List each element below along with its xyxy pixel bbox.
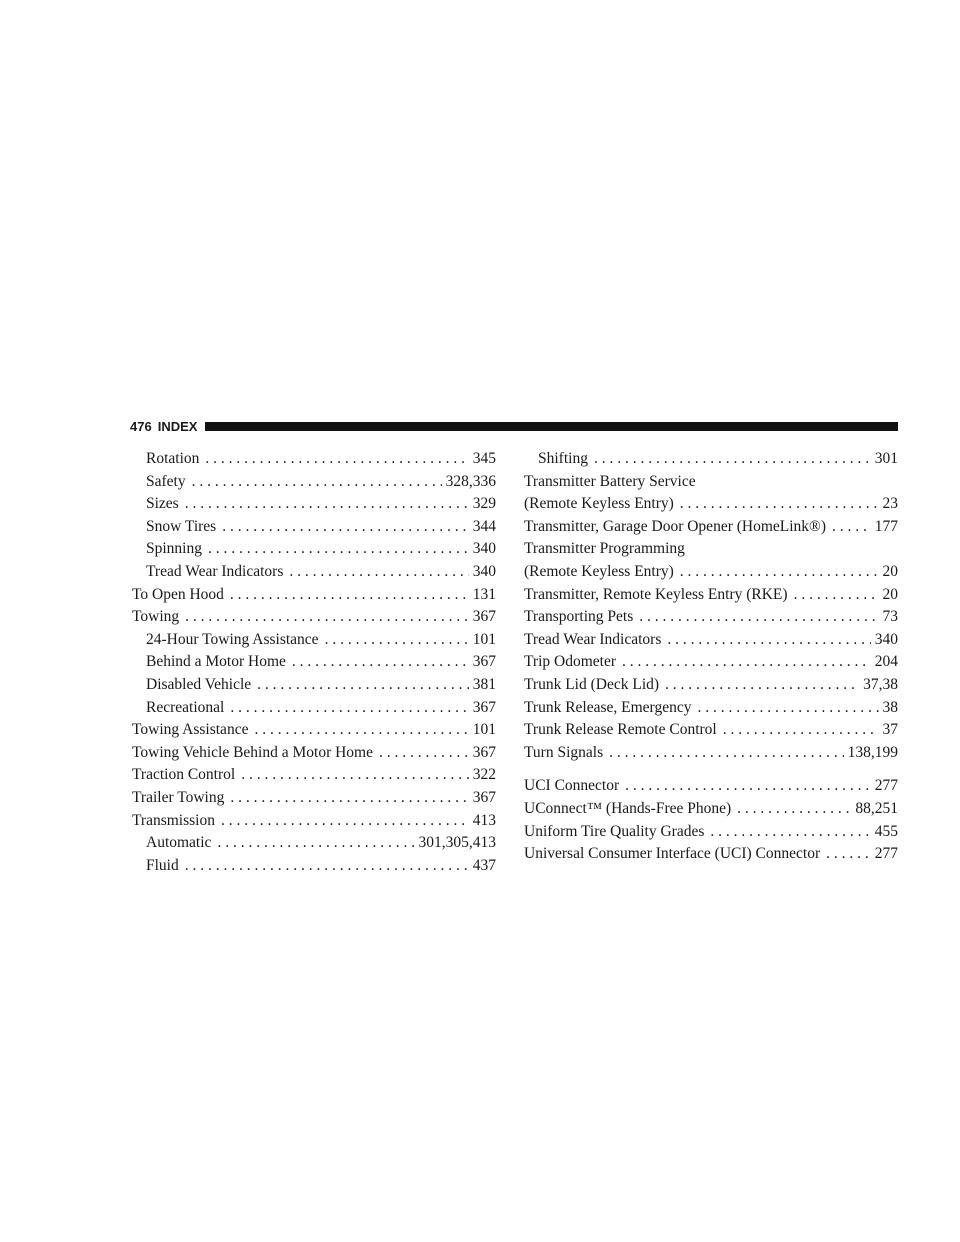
index-entry <box>130 832 496 855</box>
index-entry <box>130 448 496 471</box>
index-entry <box>522 821 898 844</box>
index-term: Safety <box>146 472 186 490</box>
index-term: Trailer Towing <box>132 788 225 806</box>
index-page-ref: 340 <box>472 540 496 558</box>
dot-leader <box>185 855 469 878</box>
dot-leader <box>639 606 878 629</box>
index-page-ref: 344 <box>472 517 496 535</box>
dot-leader <box>230 697 468 720</box>
index-page-ref: 413 <box>472 811 496 829</box>
dot-leader <box>710 821 870 844</box>
index-page-ref: 20 <box>882 562 898 580</box>
index-term: Trunk Release Remote Control <box>524 721 717 739</box>
index-page-ref: 345 <box>472 450 496 467</box>
index-page-ref: 277 <box>874 845 898 863</box>
dot-leader <box>205 448 468 471</box>
index-term: Trip Odometer <box>524 653 616 671</box>
index-page-ref: 340 <box>472 562 496 580</box>
index-entry <box>130 629 496 652</box>
index-term: Towing Vehicle Behind a Motor Home <box>132 743 373 761</box>
dot-leader <box>257 674 469 697</box>
dot-leader <box>241 764 469 787</box>
index-term: Spinning <box>146 540 202 558</box>
index-entry <box>522 471 898 494</box>
index-entry <box>522 493 898 516</box>
index-page-ref: 23 <box>882 495 898 513</box>
index-page-ref: 177 <box>874 517 898 535</box>
index-term: Trunk Lid (Deck Lid) <box>524 675 660 693</box>
index-term: Transmitter, Remote Keyless Entry (RKE) <box>524 585 788 603</box>
index-entry <box>130 538 496 561</box>
dot-leader <box>217 832 414 855</box>
dot-leader <box>832 516 871 539</box>
index-page-ref: 73 <box>882 608 898 626</box>
index-term: Rotation <box>146 450 200 467</box>
index-term: UCI Connector <box>524 777 620 795</box>
dot-leader <box>665 674 859 697</box>
index-gap <box>522 764 898 775</box>
dot-leader <box>609 742 844 765</box>
dot-leader <box>667 629 870 652</box>
dot-leader <box>794 584 879 607</box>
index-entry <box>522 674 898 697</box>
dot-leader <box>697 697 878 720</box>
index-page-ref: 367 <box>472 653 496 671</box>
dot-leader <box>254 719 468 742</box>
index-page-ref: 367 <box>472 788 496 806</box>
index-entry <box>130 606 496 629</box>
index-entry <box>130 584 496 607</box>
index-page-ref: 101 <box>472 721 496 739</box>
index-term: Behind a Motor Home <box>146 653 286 671</box>
dot-leader <box>625 775 871 798</box>
index-entry <box>522 651 898 674</box>
index-term: Shifting <box>538 450 588 467</box>
header-rule <box>205 422 898 431</box>
index-entry <box>130 764 496 787</box>
index-page-ref: 204 <box>874 653 898 671</box>
index-page-ref: 20 <box>882 585 898 603</box>
index-term: Transmitter Battery Service <box>524 472 696 490</box>
index-entry <box>522 629 898 652</box>
index-entry <box>522 798 898 821</box>
index-page-ref: 138,199 <box>847 743 898 761</box>
index-page-ref: 88,251 <box>855 799 898 817</box>
dot-leader <box>208 538 469 561</box>
index-entry <box>522 742 898 765</box>
index-entry <box>522 584 898 607</box>
index-entry <box>522 697 898 720</box>
index-term: Turn Signals <box>524 743 604 761</box>
index-entry <box>522 516 898 539</box>
index-page-ref: 328,336 <box>445 472 496 490</box>
dot-leader <box>230 584 469 607</box>
index-entry <box>130 719 496 742</box>
dot-leader <box>221 810 469 833</box>
index-entry <box>130 471 496 494</box>
index-entry <box>130 516 496 539</box>
index-page-ref: 301,305,413 <box>418 834 496 852</box>
index-page-ref: 37 <box>882 721 898 739</box>
dot-leader <box>185 493 469 516</box>
index-term: Transmitter, Garage Door Opener (HomeLink®) <box>524 517 826 535</box>
index-term: Transmitter Programming <box>524 540 685 558</box>
index-term: Sizes <box>146 495 179 513</box>
index-page-ref: 437 <box>472 856 496 874</box>
dot-leader <box>230 787 468 810</box>
index-page-ref: 131 <box>472 585 496 603</box>
index-page-ref: 101 <box>472 630 496 648</box>
index-page-ref: 322 <box>472 766 496 784</box>
index-page-ref: 367 <box>472 698 496 716</box>
index-entry <box>130 742 496 765</box>
index-page-ref: 37,38 <box>863 675 898 693</box>
dot-leader <box>325 629 469 652</box>
index-entry <box>522 606 898 629</box>
section-title: INDEX <box>157 418 198 434</box>
index-page-ref: 367 <box>472 743 496 761</box>
index-page-ref: 38 <box>882 698 898 716</box>
index-term: UConnect™ (Hands-Free Phone) <box>524 799 732 817</box>
index-page-ref: 301 <box>874 450 898 467</box>
index-page-ref: 340 <box>874 630 898 648</box>
index-entry <box>130 787 496 810</box>
index-term: Tread Wear Indicators <box>146 562 284 580</box>
index-entry <box>130 651 496 674</box>
index-term: Uniform Tire Quality Grades <box>524 822 705 840</box>
index-entry <box>130 493 496 516</box>
dot-leader <box>185 606 469 629</box>
index-term: Transmission <box>132 811 215 829</box>
index-term: To Open Hood <box>132 585 224 603</box>
index-term: Traction Control <box>132 766 236 784</box>
index-entry <box>130 697 496 720</box>
dot-leader <box>723 719 879 742</box>
index-term: Snow Tires <box>146 517 217 535</box>
index-page-ref: 455 <box>874 822 898 840</box>
index-term: Towing <box>132 608 180 626</box>
dot-leader <box>680 561 879 584</box>
index-entry <box>130 674 496 697</box>
index-term: Fluid <box>146 856 179 874</box>
dot-leader <box>292 651 469 674</box>
index-term: Tread Wear Indicators <box>524 630 662 648</box>
dot-leader <box>594 448 871 471</box>
index-term: Disabled Vehicle <box>146 675 252 693</box>
index-term: Automatic <box>146 834 212 852</box>
dot-leader <box>192 471 442 494</box>
index-column-left <box>130 448 496 877</box>
index-entry <box>130 855 496 878</box>
page-header <box>130 417 898 435</box>
index-page-ref: 381 <box>472 675 496 693</box>
dot-leader <box>680 493 879 516</box>
dot-leader <box>737 798 851 821</box>
index-term: (Remote Keyless Entry) <box>524 495 674 513</box>
page-number: 476 <box>130 418 152 434</box>
index-entry <box>522 538 898 561</box>
index-term: 24-Hour Towing Assistance <box>146 630 319 648</box>
index-entry <box>522 843 898 866</box>
index-page-ref: 367 <box>472 608 496 626</box>
dot-leader <box>222 516 469 539</box>
index-term: Universal Consumer Interface (UCI) Connector <box>524 845 821 863</box>
index-term: Trunk Release, Emergency <box>524 698 692 716</box>
index-term: Towing Assistance <box>132 721 249 739</box>
index-term: Recreational <box>146 698 225 716</box>
index-term: Transporting Pets <box>524 608 634 626</box>
dot-leader <box>379 742 469 765</box>
index-entry <box>130 810 496 833</box>
dot-leader <box>289 561 468 584</box>
index-entry <box>522 719 898 742</box>
index-term: (Remote Keyless Entry) <box>524 562 674 580</box>
dot-leader <box>622 651 871 674</box>
index-page-ref: 277 <box>874 777 898 795</box>
index-entry <box>522 561 898 584</box>
index-entry <box>522 448 898 471</box>
index-entry <box>130 561 496 584</box>
index-column-right <box>522 448 898 866</box>
index-page-ref: 329 <box>472 495 496 513</box>
index-entry <box>522 775 898 798</box>
dot-leader <box>826 843 871 866</box>
